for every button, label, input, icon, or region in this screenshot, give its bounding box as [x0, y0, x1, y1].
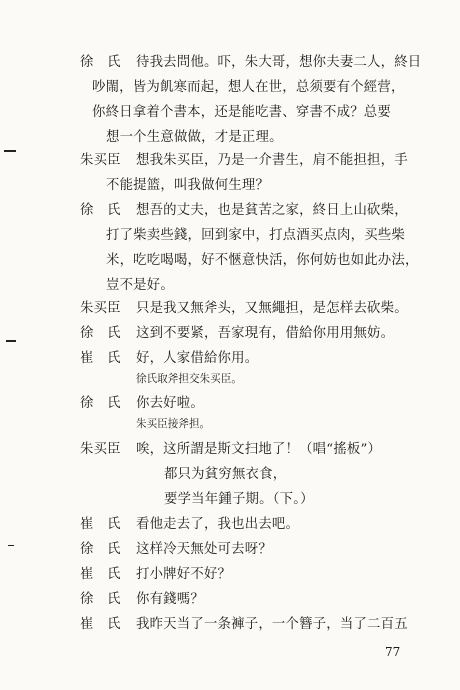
dialogue-line: 豈不是好。	[106, 278, 174, 293]
scan-mark	[8, 545, 14, 546]
dialogue-line: 打小牌好不好？	[136, 567, 232, 582]
verse-line: 都只为貧穷無衣食，	[164, 467, 287, 482]
dialogue-line: 想我朱买臣，乃是一介書生，肩不能担担，手	[136, 153, 408, 168]
dialogue-line: 待我去問他。吓，朱大哥，想你夫妻二人，終日	[136, 55, 422, 70]
speaker-label: 徐 氏	[80, 326, 121, 341]
speaker-label: 崔 氏	[80, 567, 121, 582]
dialogue-line: 只是我又無斧头，又無繩担，是怎样去砍柴。	[136, 301, 408, 316]
dialogue-line: 吵閙，皆为飢寒而起，想人在世，总须要有个經营，	[92, 80, 405, 95]
dialogue-line: 不能提篮，叫我做何生理？	[106, 178, 270, 193]
dialogue-line: 这样冷天無处可去呀？	[136, 542, 272, 557]
dialogue-line: 想吾的丈夫，也是貧苦之家，終日上山砍柴，	[136, 203, 408, 218]
dialogue-line: 我昨天当了一条褲子，一个簪子，当了二百五	[136, 617, 408, 632]
speaker-label: 徐 氏	[80, 542, 121, 557]
dialogue-line: 你有錢嗎？	[136, 592, 204, 607]
scan-mark	[6, 340, 16, 342]
speaker-label: 徐 氏	[80, 55, 121, 70]
dialogue-line: 想一个生意做做，才是正理。	[106, 130, 283, 145]
speaker-label: 朱买臣	[80, 442, 121, 457]
dialogue-line: 好，人家借給你用。	[136, 351, 259, 366]
scan-mark	[4, 150, 16, 152]
dialogue-line: 唉，这所謂是斯文扫地了！（唱“搖板”）	[136, 442, 382, 457]
speaker-label: 朱买臣	[80, 153, 121, 168]
speaker-label: 徐 氏	[80, 396, 121, 411]
speaker-label: 崔 氏	[80, 517, 121, 532]
speaker-label: 徐 氏	[80, 203, 121, 218]
dialogue-line: 这到不要紧，吾家現有，借給你用用無妨。	[136, 326, 395, 341]
stage-direction: 朱买臣接斧担。	[136, 418, 211, 430]
speaker-label: 崔 氏	[80, 351, 121, 366]
dialogue-line: 你終日拿着个書本，还是能吃書、穿書不成？总要	[92, 105, 391, 120]
verse-line: 要学当年鍾子期。（下。）	[164, 492, 314, 507]
speaker-label: 徐 氏	[80, 592, 121, 607]
speaker-label: 朱买臣	[80, 301, 121, 316]
dialogue-line: 米，吃吃喝喝，好不愜意快活，你何妨也如此办法，	[106, 253, 419, 268]
stage-direction: 徐氏取斧担交朱买臣。	[136, 373, 242, 385]
dialogue-line: 看他走去了，我也出去吧。	[136, 517, 300, 532]
page-number: 77	[385, 645, 401, 659]
speaker-label: 崔 氏	[80, 617, 121, 632]
dialogue-line: 打了柴卖些錢，回到家中，打点酒买点肉，买些柴	[106, 228, 405, 243]
dialogue-line: 你去好啦。	[136, 396, 204, 411]
